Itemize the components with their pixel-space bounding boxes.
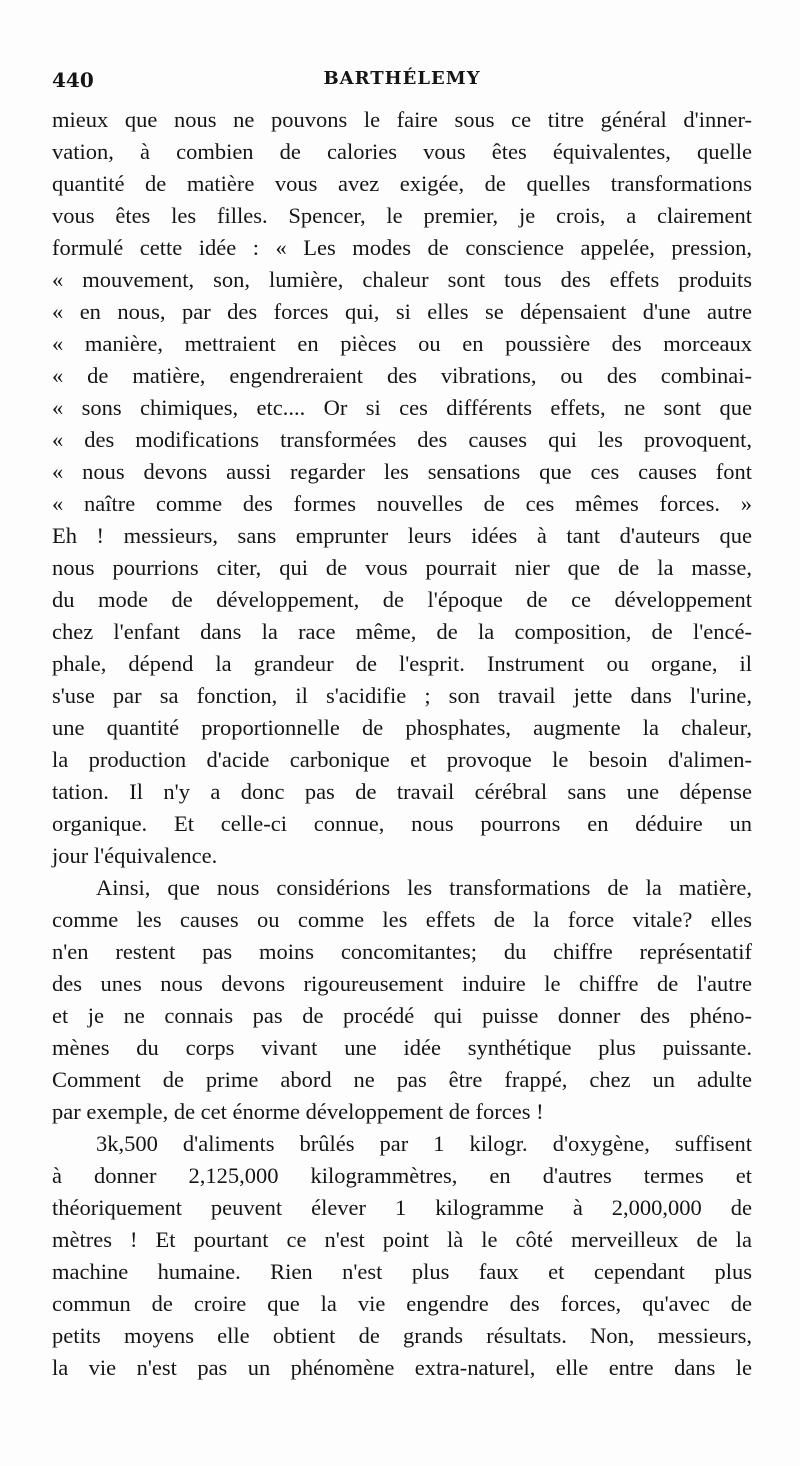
text-line: mènes du corps vivant une idée synthétique plus puissante. <box>52 1035 752 1060</box>
text-line: Ainsi, que nous considérions les transformations de la matière, <box>96 875 752 900</box>
text-line: la vie n'est pas un phénomène extra-naturel, elle entre dans le <box>52 1355 752 1380</box>
text-line: phale, dépend la grandeur de l'esprit. Instrument ou organe, il <box>52 651 752 676</box>
text-line: 3k,500 d'aliments brûlés par 1 kilogr. d'oxygène, suffisent <box>96 1131 752 1156</box>
text-line: « nous devons aussi regarder les sensations que ces causes font <box>52 459 752 484</box>
text-line: « manière, mettraient en pièces ou en poussière des morceaux <box>52 331 752 356</box>
text-line: Comment de prime abord ne pas être frappé, chez un adulte <box>52 1067 752 1092</box>
text-line: mieux que nous ne pouvons le faire sous ce titre général d'inner- <box>52 107 752 132</box>
running-head: BARTHÉLEMY <box>323 68 481 89</box>
text-line: des unes nous devons rigoureusement induire le chiffre de l'autre <box>52 971 752 996</box>
text-line: chez l'enfant dans la race même, de la composition, de l'encé- <box>52 619 752 644</box>
text-line: à donner 2,125,000 kilogrammètres, en d'autres termes et <box>52 1163 752 1188</box>
text-line: tation. Il n'y a donc pas de travail cérébral sans une dépense <box>52 779 752 804</box>
text-line: « des modifications transformées des causes qui les provoquent, <box>52 427 752 452</box>
text-line: « en nous, par des forces qui, si elles se dépensaient d'une autre <box>52 299 752 324</box>
text-line: mètres ! Et pourtant ce n'est point là le côté merveilleux de la <box>52 1227 752 1252</box>
text-line: commun de croire que la vie engendre des forces, qu'avec de <box>52 1291 752 1316</box>
page-header <box>52 68 752 98</box>
text-line: petits moyens elle obtient de grands résultats. Non, messieurs, <box>52 1323 752 1348</box>
text-line: jour l'équivalence. <box>52 843 218 868</box>
text-line: du mode de développement, de l'époque de ce développement <box>52 587 752 612</box>
body-text <box>52 104 752 1384</box>
text-line: vation, à combien de calories vous êtes équivalentes, quelle <box>52 139 752 164</box>
text-line: comme les causes ou comme les effets de la force vitale? elles <box>52 907 752 932</box>
text-line: machine humaine. Rien n'est plus faux et cependant plus <box>52 1259 752 1284</box>
text-line: théoriquement peuvent élever 1 kilogramme à 2,000,000 de <box>52 1195 752 1220</box>
text-line: « naître comme des formes nouvelles de ces mêmes forces. » <box>52 491 752 516</box>
text-line: et je ne connais pas de procédé qui puisse donner des phéno- <box>52 1003 752 1028</box>
text-line: par exemple, de cet énorme développement de forces ! <box>52 1099 544 1124</box>
text-line: n'en restent pas moins concomitantes; du chiffre représentatif <box>52 939 752 964</box>
text-line: « de matière, engendreraient des vibrations, ou des combinai- <box>52 363 752 388</box>
text-line: formulé cette idée : « Les modes de conscience appelée, pression, <box>52 235 752 260</box>
text-line: « sons chimiques, etc.... Or si ces différents effets, ne sont que <box>52 395 752 420</box>
text-line: Eh ! messieurs, sans emprunter leurs idées à tant d'auteurs que <box>52 523 752 548</box>
text-line: quantité de matière vous avez exigée, de quelles transformations <box>52 171 752 196</box>
text-line: organique. Et celle-ci connue, nous pourrons en déduire un <box>52 811 752 836</box>
text-line: « mouvement, son, lumière, chaleur sont tous des effets produits <box>52 267 752 292</box>
text-line: vous êtes les filles. Spencer, le premier, je crois, a clairement <box>52 203 752 228</box>
text-line: une quantité proportionnelle de phosphates, augmente la chaleur, <box>52 715 752 740</box>
text-line: nous pourrions citer, qui de vous pourrait nier que de la masse, <box>52 555 752 580</box>
text-line: s'use par sa fonction, il s'acidifie ; son travail jette dans l'urine, <box>52 683 752 708</box>
text-line: la production d'acide carbonique et provoque le besoin d'alimen- <box>52 747 752 772</box>
page-number: 440 <box>52 68 94 92</box>
